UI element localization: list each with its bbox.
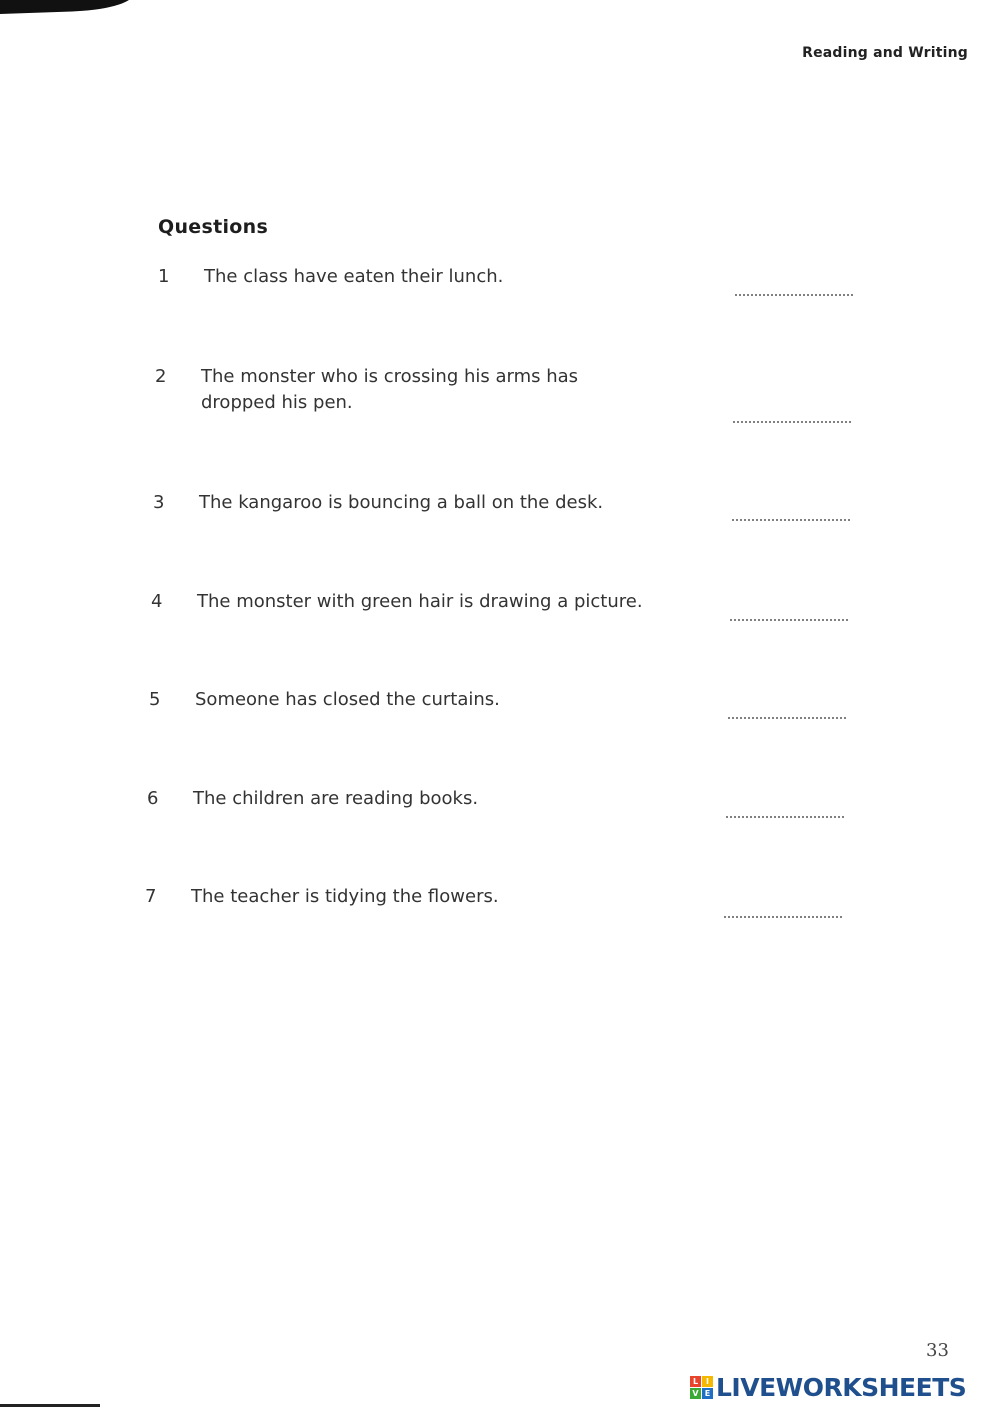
- answer-field-6[interactable]: [725, 816, 845, 818]
- question-number: 2: [155, 366, 167, 387]
- logo-cell-v: V: [690, 1388, 701, 1399]
- questions-heading: Questions: [158, 216, 269, 238]
- answer-field-7[interactable]: [723, 916, 843, 918]
- question-number: 6: [147, 788, 159, 809]
- question-text: The kangaroo is bouncing a ball on the desk.: [199, 492, 604, 513]
- scan-edge-mark-bottom: [0, 1404, 100, 1407]
- answer-field-2[interactable]: [732, 421, 852, 423]
- liveworksheets-logo[interactable]: [690, 1372, 966, 1402]
- answer-field-1[interactable]: [734, 294, 854, 296]
- question-text: The monster who is crossing his arms has dropped his pen.: [201, 366, 579, 413]
- question-number: 5: [149, 689, 161, 710]
- question-number: 3: [153, 492, 165, 513]
- question-text: The teacher is tidying the flowers.: [191, 886, 499, 907]
- answer-field-3[interactable]: [731, 519, 851, 521]
- question-number: 1: [158, 266, 170, 287]
- scan-edge-mark-top: [0, 0, 132, 14]
- logo-cell-i: I: [702, 1376, 713, 1387]
- page-number: 33: [926, 1340, 949, 1361]
- logo-cell-l: L: [690, 1376, 701, 1387]
- question-number: 7: [145, 886, 157, 907]
- answer-field-4[interactable]: [729, 619, 849, 621]
- logo-text: LIVEWORKSHEETS: [716, 1372, 967, 1402]
- section-title: Reading and Writing: [802, 45, 968, 61]
- logo-cell-e: E: [702, 1388, 713, 1399]
- question-text: The children are reading books.: [193, 788, 479, 809]
- question-text: The class have eaten their lunch.: [204, 266, 504, 287]
- question-text: The monster with green hair is drawing a picture.: [197, 591, 643, 612]
- question-text: Someone has closed the curtains.: [195, 689, 500, 710]
- question-number: 4: [151, 591, 163, 612]
- liveworksheets-mark-icon: [690, 1376, 713, 1399]
- answer-field-5[interactable]: [727, 717, 847, 719]
